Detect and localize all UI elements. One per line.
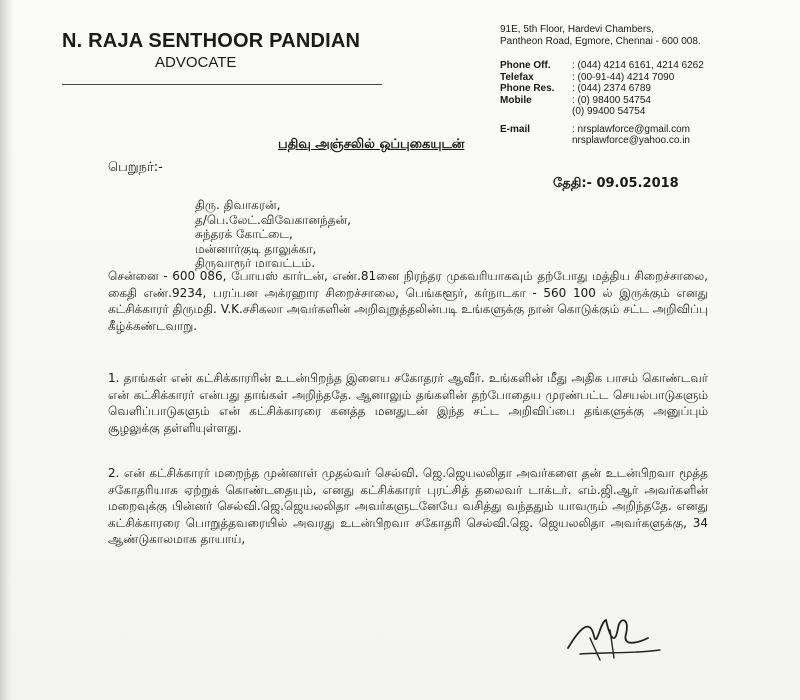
contact-value: : nrsplawforce@gmail.com — [572, 123, 690, 135]
paragraph-1: 1. தாங்கள் என் கட்சிக்காரரின் உடன்பிறந்த இளைய சகோதரர் ஆவீர். உங்களின் மீது அதிக பாசம் கொண்டவர் என் கட்சிக்காரர் என்பது தாங்கள் அறிந்ததே. ஆனாலும் தங்களின் தற்போதைய முரண்பட்ட செயல்பாடுகளும் வெளிப்பாடுகளும் என் கட்சிக்காரரை கனத்த மனதுடன் இந்த சட்ட அறிவிப்பை தங்களுக்கு அனுப்பும் சூழலுக்கு தள்ளியுள்ளது. — [108, 371, 708, 435]
contact-row — [500, 106, 704, 118]
contact-label — [500, 135, 572, 147]
contact-value: : (044) 2374 6789 — [572, 83, 651, 94]
advocate-title: ADVOCATE — [155, 54, 237, 71]
paragraph-2: 2. என் கட்சிக்காரர் மறைந்த முன்னாள் முதல்வர் செல்வி. ஜெ.ஜெயலலிதா அவர்களை தன் உடன்பிறவா மூத்த சகோதரியாக ஏற்றுக் கொண்டதையும், எனது கட்சிக்காரர் புரட்சித் தலைவர் டாக்டர். எம்.ஜி.ஆர் அவர்களின் மறைவுக்கு பின்னர் செல்வி.ஜெ.ஜெயலலிதா அவர்களுடனேயே வசித்து வந்ததும் யாவரும் அறிந்ததே. எனது கட்சிக்காரரை பொறுத்தவரையில் அவரது உடன்பிறவா சகோதரி செல்வி.ஜெ. ஜெயலலிதா அவர்களுக்கு, 34 ஆண்டுகாலமாக தாயாய், — [108, 466, 708, 546]
contact-value: : (044) 4214 6161, 4214 6262 — [572, 60, 704, 71]
contact-row — [500, 83, 704, 95]
contact-label: Telefax — [500, 71, 534, 83]
office-address — [500, 24, 701, 48]
addressee-line: சுந்தரக் கோட்டை, — [195, 227, 293, 242]
addressee-line: மன்னார்குடி தாலுக்கா, — [195, 241, 317, 256]
contact-row — [500, 124, 704, 136]
contact-row — [500, 95, 704, 107]
addressee-line: திருவாரூர் மாவட்டம். — [195, 256, 316, 271]
contact-label: Mobile — [500, 94, 532, 106]
contact-value: (0) 99400 54754 — [572, 106, 646, 117]
contact-label: E-mail — [500, 123, 531, 135]
contact-value: : (00-91-44) 4214 7090 — [572, 71, 675, 83]
addressee-line: த/பெ.லேட்.விவேகானந்தன், — [195, 212, 351, 227]
contact-row — [500, 135, 704, 147]
contact-label: Phone Off. — [500, 60, 551, 71]
contact-label: Phone Res. — [500, 83, 555, 94]
recipient-label: பெறுநர்:- — [108, 160, 163, 175]
contact-value: : (0) 98400 54754 — [572, 94, 651, 106]
contact-row — [500, 72, 704, 84]
contact-label — [500, 106, 572, 118]
advocate-name: N. RAJA SENTHOOR PANDIAN — [62, 30, 361, 52]
contact-value: nrsplawforce@yahoo.co.in — [572, 135, 690, 146]
addressee-line: திரு. திவாகரன், — [195, 198, 281, 212]
intro-paragraph: சென்னை - 600 086, போயஸ் கார்டன், எண்.81னை நிரந்தர முகவரியாகவும் தற்போது மத்திய சிறைச்சாலை, கைதி எண்.9234, பரப்பன அக்ரஹார சிறைச்சாலை, பெங்களூர், கர்நாடகா - 560 100 ல் இருக்கும் எனது கட்சிக்காரர் திருமதி. V.K.சசிகலா அவர்களின் அறிவுறுத்தலின்படி உங்களுக்கு நான் கொடுக்கும் சட்ட அறிவிப்பு கீழ்க்கண்டவாறு. — [108, 269, 708, 333]
letter-subject: பதிவு அஞ்சலில் ஒப்புகையுடன் — [278, 137, 465, 152]
addressee-block — [195, 198, 351, 271]
contact-block — [500, 60, 704, 147]
address-line: 91E, 5th Floor, Hardevi Chambers, — [500, 24, 654, 35]
signature-scribble — [560, 608, 670, 668]
contact-row — [500, 60, 704, 72]
letterhead-divider — [62, 84, 382, 85]
scan-edge — [0, 0, 14, 700]
address-line: Pantheon Road, Egmore, Chennai - 600 008. — [500, 36, 701, 47]
letter-date: தேதி:- 09.05.2018 — [553, 176, 679, 191]
